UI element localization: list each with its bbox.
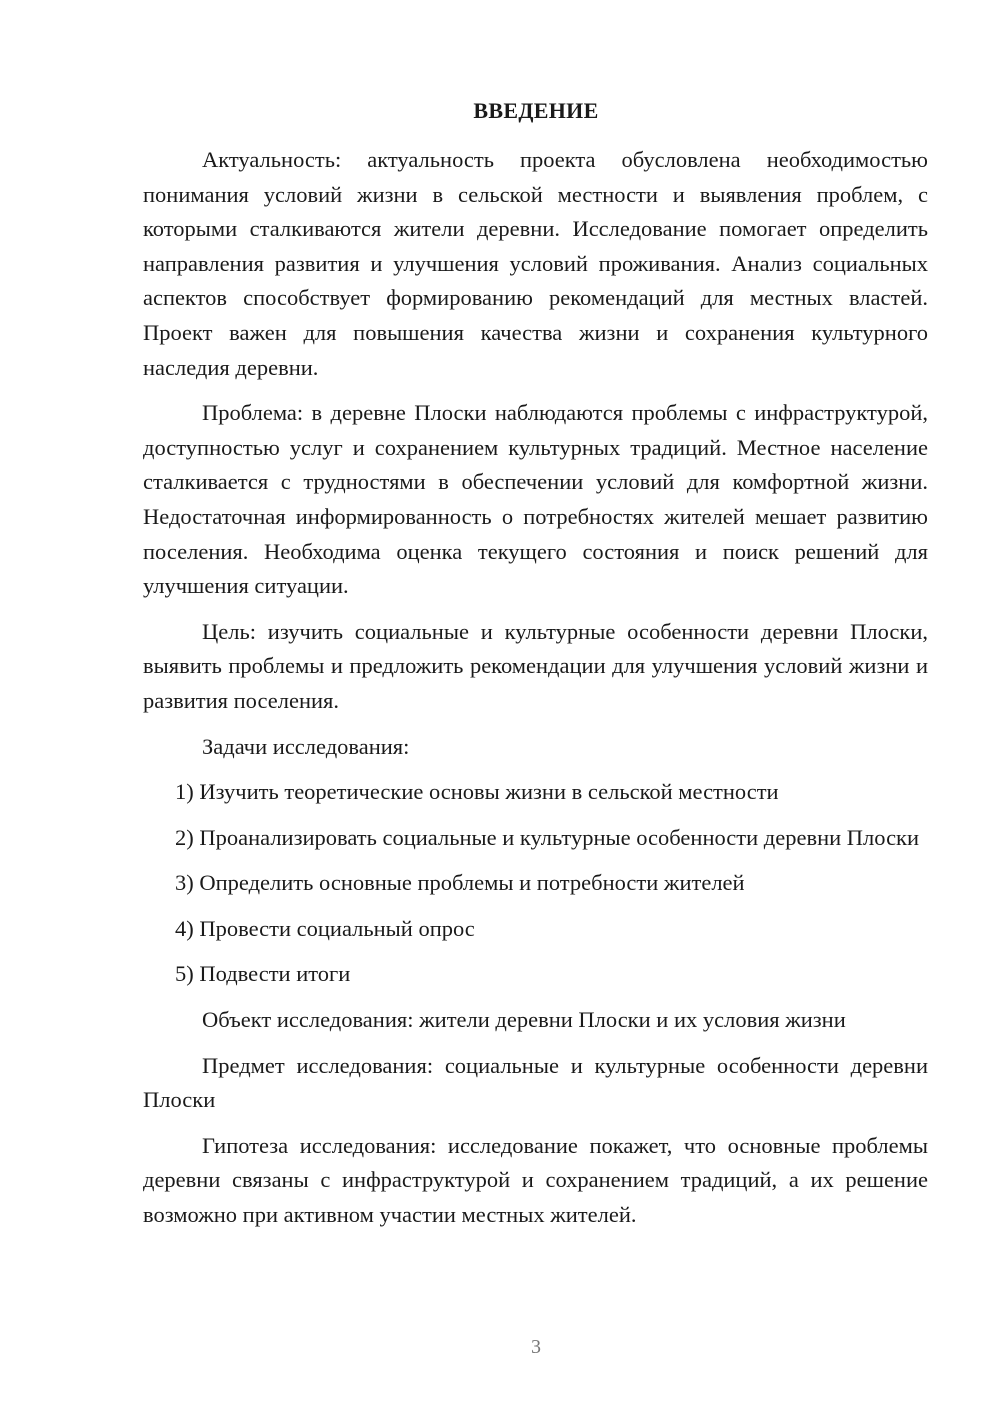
section-heading: ВВЕДЕНИЕ [473,98,599,123]
problem-paragraph: Проблема: в деревне Плоски наблюдаются проблемы с инфраструктурой, доступностью услуг и сохранением культурных традиций. Местное население сталкивается с трудностями в обеспечении условий для комфортной жизни. Недостаточная информированность о потребностях жителей мешает развитию поселения. Необходима оценка текущего состояния и поиск решений для улучшения ситуации. [143,400,928,599]
body-text [143,143,928,1244]
task-item: 1) Изучить теоретические основы жизни в сельской местности [175,779,779,805]
task-item: 4) Провести социальный опрос [175,915,475,941]
task-item: 2) Проанализировать социальные и культурные особенности деревни Плоски [175,824,920,850]
hypothesis-paragraph: Гипотеза исследования: исследование покажет, что основные проблемы деревни связаны с инфраструктурой и сохранением традиций, а их решение возможно при активном участии местных жителей. [143,1132,928,1228]
tasks-heading: Задачи исследования: [202,733,410,759]
task-item: 3) Определить основные проблемы и потребности жителей [175,870,745,896]
goal-paragraph: Цель: изучить социальные и культурные особенности деревни Плоски, выявить проблемы и предложить рекомендации для улучшения условий жизни и развития поселения. [143,618,928,713]
subject-paragraph: Предмет исследования: социальные и культурные особенности деревни Плоски [143,1052,928,1113]
object-paragraph: Объект исследования: жители деревни Плоски и их условия жизни [202,1007,846,1033]
relevance-paragraph: Актуальность: актуальность проекта обусловлена необходимостью понимания условий жизни в сельской местности и выявления проблем, с которыми сталкиваются жители деревни. Исследование помогает определить направления развития и улучшения условий проживания. Анализ социальных аспектов способствует формированию рекомендаций для местных властей. Проект важен для повышения качества жизни и сохранения культурного наследия деревни. [143,147,928,380]
task-item: 5) Подвести итоги [175,961,351,987]
page-number: 3 [531,1336,541,1358]
